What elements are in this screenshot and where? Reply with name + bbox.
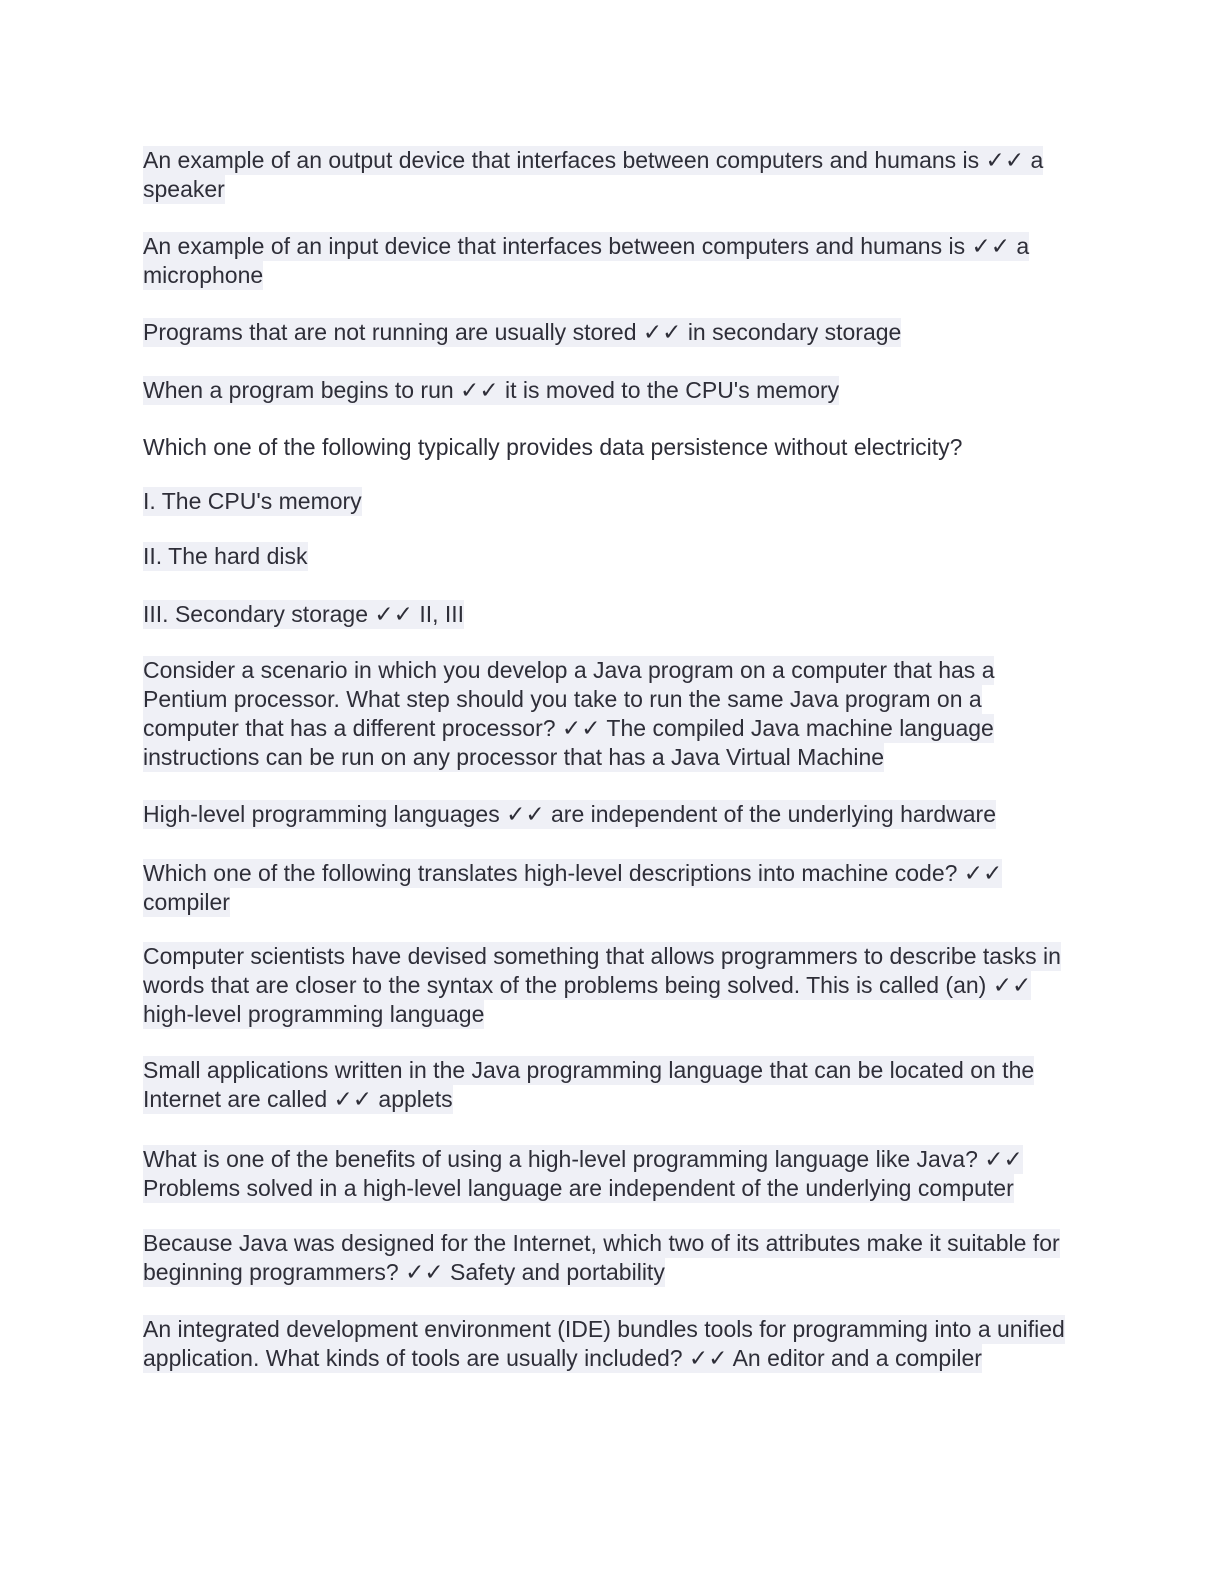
- entry-text: An integrated development environment (IDE) bundles tools for programming into a unified application. What kinds of tools are usually included? ✓✓ An editor and a compiler: [143, 1316, 1065, 1371]
- entry-input-device: [143, 232, 1078, 290]
- entry-text: High-level programming languages ✓✓ are independent of the underlying hardware: [143, 801, 996, 827]
- entry-text: An example of an output device that interfaces between computers and humans is ✓✓ a speaker: [143, 147, 1044, 202]
- entry-text: Because Java was designed for the Internet, which two of its attributes make it suitable for beginning programmers? ✓✓ Safety and portability: [143, 1230, 1060, 1285]
- entry-data-persistence-question: [143, 433, 1078, 462]
- entry-text: Consider a scenario in which you develop a Java program on a computer that has a Pentium processor. What step should you take to run the same Java program on a computer that has a different processor? ✓✓ The compiled Java machine language instructions can be run on any processor that has a Java Virtual Machine: [143, 657, 995, 770]
- entry-text: When a program begins to run ✓✓ it is moved to the CPU's memory: [143, 377, 840, 403]
- entry-program-run: [143, 376, 1078, 405]
- entry-java-internet: [143, 1229, 1078, 1287]
- entry-text: Which one of the following translates high-level descriptions into machine code? ✓✓ compiler: [143, 860, 1003, 915]
- entry-text: Which one of the following typically provides data persistence without electricity?: [143, 434, 963, 460]
- entry-option-i: [143, 487, 1078, 516]
- entry-output-device: [143, 146, 1078, 204]
- entry-text: What is one of the benefits of using a high-level programming language like Java? ✓✓ Problems solved in a high-level language are independent of the underlying computer: [143, 1146, 1023, 1201]
- entry-text: An example of an input device that interfaces between computers and humans is ✓✓ a microphone: [143, 233, 1030, 288]
- entry-option-iii: [143, 600, 1078, 629]
- entry-compiler: [143, 859, 1078, 917]
- entry-text: Small applications written in the Java programming language that can be located on the Internet are called ✓✓ applets: [143, 1057, 1035, 1112]
- entry-benefits: [143, 1145, 1078, 1203]
- entry-text: III. Secondary storage ✓✓ II, III: [143, 601, 465, 627]
- entry-text: II. The hard disk: [143, 543, 308, 569]
- entry-high-level-languages: [143, 800, 1078, 829]
- entry-applets: [143, 1056, 1078, 1114]
- entry-text: I. The CPU's memory: [143, 488, 362, 514]
- entry-text: Computer scientists have devised something that allows programmers to describe tasks in words that are closer to the syntax of the problems being solved. This is called (an) ✓✓ high-level programming language: [143, 943, 1061, 1027]
- entry-computer-scientists: [143, 942, 1078, 1029]
- entry-option-ii: [143, 542, 1078, 571]
- entry-programs-stored: [143, 318, 1078, 347]
- entry-text: Programs that are not running are usually stored ✓✓ in secondary storage: [143, 319, 902, 345]
- entry-ide: [143, 1315, 1078, 1373]
- entry-java-processor: [143, 656, 1078, 772]
